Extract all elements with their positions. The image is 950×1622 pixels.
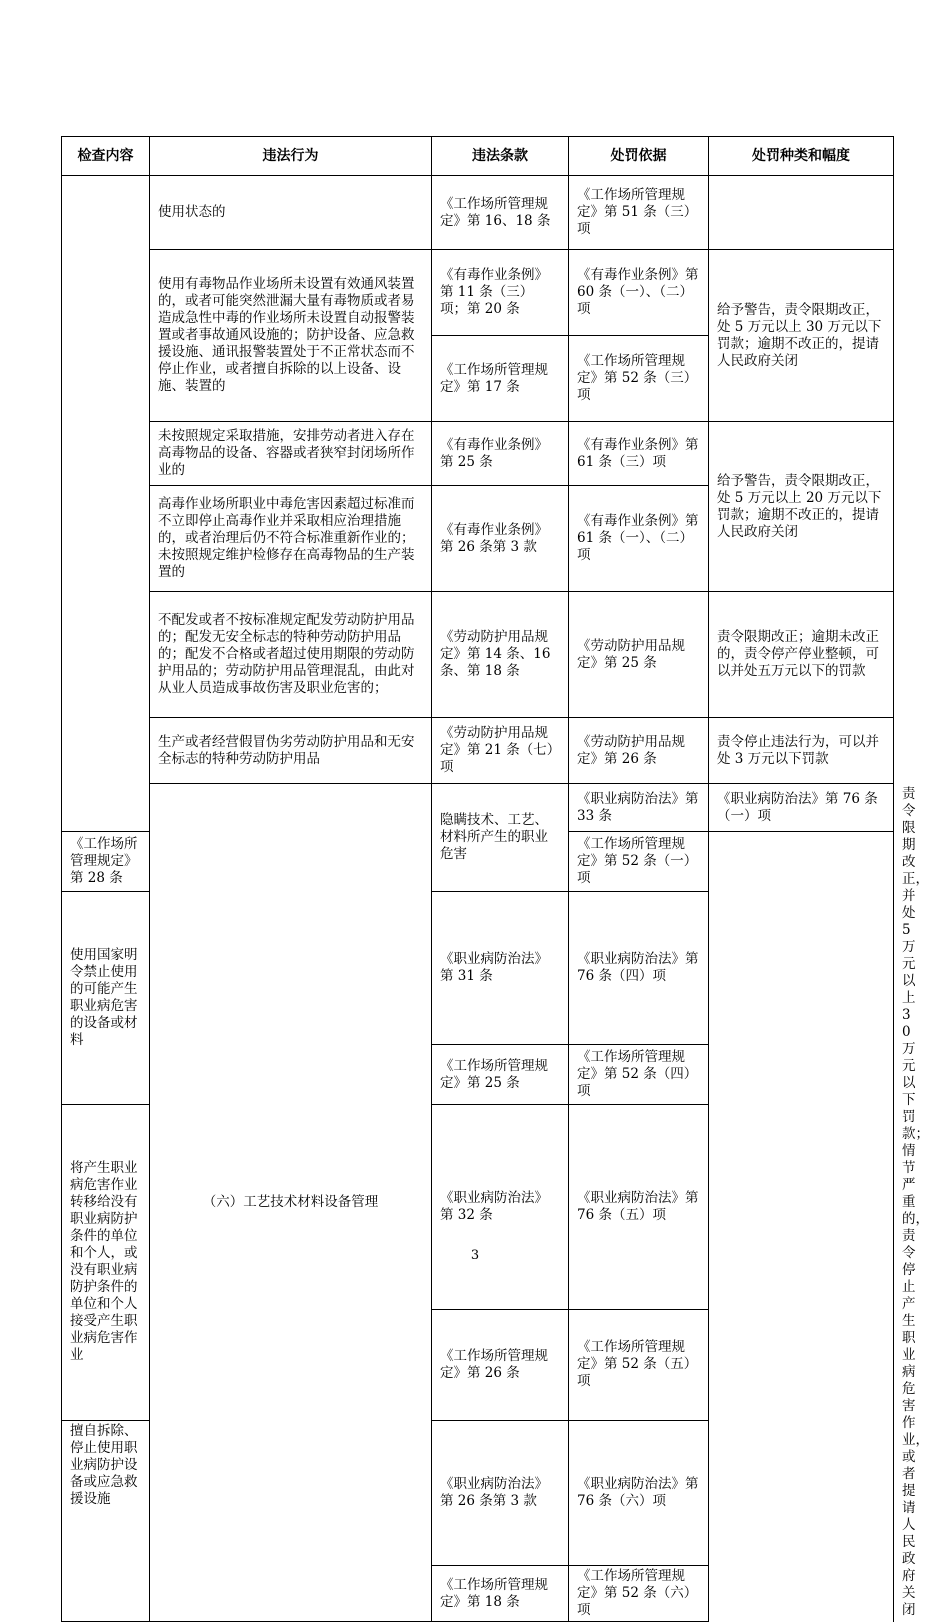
basis-cell: 《工作场所管理规定》第 52 条（一）项 — [569, 832, 709, 892]
basis-cell: 《职业病防治法》第 76 条（六）项 — [569, 1420, 709, 1565]
penalty-cell — [709, 176, 894, 250]
clause-cell: 《工作场所管理规定》第 28 条 — [62, 832, 150, 892]
header-penalty-type: 处罚种类和幅度 — [709, 137, 894, 176]
basis-cell: 《劳动防护用品规定》第 25 条 — [569, 592, 709, 718]
basis-cell: 《工作场所管理规定》第 52 条（六）项 — [569, 1566, 709, 1622]
penalty-cell: 给予警告，责令限期改正，处 5 万元以上 30 万元以下罚款；逾期不改正的，提请人民政府关闭 — [709, 250, 894, 422]
clause-cell: 《工作场所管理规定》第 18 条 — [432, 1566, 569, 1622]
page-number: 3 — [470, 1248, 480, 1263]
table-row — [62, 422, 894, 486]
basis-cell: 《职业病防治法》第 76 条（一）项 — [709, 784, 894, 832]
basis-cell: 《有毒作业条例》第 61 条（一）、（二）项 — [569, 486, 709, 592]
table-row — [62, 250, 894, 336]
violation-cell: 将产生职业病危害作业转移给没有职业病防护条件的单位和个人，或没有职业病防护条件的单位和个人接受产生职业病危害作业 — [62, 1105, 150, 1420]
clause-cell: 《职业病防治法》第 26 条第 3 款 — [432, 1420, 569, 1565]
clause-cell: 《职业病防治法》第 32 条 — [432, 1105, 569, 1310]
basis-cell: 《工作场所管理规定》第 52 条（四）项 — [569, 1045, 709, 1105]
violation-cell: 高毒作业场所职业中毒危害因素超过标准而不立即停止高毒作业并采取相应治理措施的，或者治理后仍不符合标准重新作业的；未按照规定维护检修存在高毒物品的生产装置的 — [150, 486, 432, 592]
penalty-cell: 责令限期改正；逾期未改正的，责令停产停业整顿，可以并处五万元以下的罚款 — [709, 592, 894, 718]
penalty-cell: 给予警告，责令限期改正，处 5 万元以上 20 万元以下罚款；逾期不改正的，提请人民政府关闭 — [709, 422, 894, 592]
basis-cell: 《工作场所管理规定》第 51 条（三）项 — [569, 176, 709, 250]
basis-cell: 《工作场所管理规定》第 52 条（五）项 — [569, 1310, 709, 1420]
clause-cell: 《工作场所管理规定》第 16、18 条 — [432, 176, 569, 250]
category-cell — [62, 176, 150, 832]
clause-cell: 《劳动防护用品规定》第 14 条、16 条、第 18 条 — [432, 592, 569, 718]
violation-cell: 使用状态的 — [150, 176, 432, 250]
clause-cell: 《劳动防护用品规定》第 21 条（七）项 — [432, 718, 569, 784]
basis-cell: 《工作场所管理规定》第 52 条（三）项 — [569, 336, 709, 422]
basis-cell: 《职业病防治法》第 76 条（四）项 — [569, 892, 709, 1045]
table-row — [62, 592, 894, 718]
header-penalty-basis: 处罚依据 — [569, 137, 709, 176]
clause-cell: 《有毒作业条例》第 26 条第 3 款 — [432, 486, 569, 592]
basis-cell: 《职业病防治法》第 76 条（五）项 — [569, 1105, 709, 1310]
violation-cell: 未按照规定采取措施，安排劳动者进入存在高毒物品的设备、容器或者狭窄封闭场所作业的 — [150, 422, 432, 486]
clause-cell: 《工作场所管理规定》第 25 条 — [432, 1045, 569, 1105]
clause-cell: 《工作场所管理规定》第 17 条 — [432, 336, 569, 422]
clause-cell: 《有毒作业条例》第 25 条 — [432, 422, 569, 486]
violation-cell: 使用有毒物品作业场所未设置有效通风装置的，或者可能突然泄漏大量有毒物质或者易造成急性中毒的作业场所未设置自动报警装置或者事故通风设施的；防护设备、应急救援设施、通讯报警装置处于不正常状态而不停止作业，或者擅自拆除的以上设备、设施、装置的 — [150, 250, 432, 422]
violation-cell: 隐瞒技术、工艺、材料所产生的职业危害 — [432, 784, 569, 892]
table-row — [62, 718, 894, 784]
basis-cell: 《劳动防护用品规定》第 26 条 — [569, 718, 709, 784]
basis-cell: 《有毒作业条例》第 60 条（一）、（二）项 — [569, 250, 709, 336]
table-row: （六）工艺技术材料设备管理 隐瞒技术、工艺、材料所产生的职业危害 《职业病防治法》第 33 条 《职业病防治法》第 76 条（一）项 责令限期改正，并处 5 万元以上 30 万元以下罚款；情节严重的，责令停止产生职业病危害作业，或者提请人民政府关闭 — [62, 784, 894, 832]
penalty-table — [61, 136, 929, 1622]
category-cell: （六）工艺技术材料设备管理 — [150, 784, 432, 1622]
table-header-row — [62, 137, 894, 176]
table-row — [62, 176, 894, 250]
header-inspection-content: 检查内容 — [62, 137, 150, 176]
violation-cell: 使用国家明令禁止使用的可能产生职业病危害的设备或材料 — [62, 892, 150, 1105]
clause-cell: 《有毒作业条例》第 11 条（三）项；第 20 条 — [432, 250, 569, 336]
clause-cell: 《职业病防治法》第 33 条 — [569, 784, 709, 832]
header-violated-clause: 违法条款 — [432, 137, 569, 176]
violation-cell: 擅自拆除、停止使用职业病防护设备或应急救援设施 — [62, 1420, 150, 1621]
violation-cell: 不配发或者不按标准规定配发劳动防护用品的；配发无安全标志的特种劳动防护用品的；配发不合格或者超过使用期限的劳动防护用品的；劳动防护用品管理混乱，由此对从业人员造成事故伤害及职业危害的； — [150, 592, 432, 718]
basis-cell: 《有毒作业条例》第 61 条（三）项 — [569, 422, 709, 486]
penalty-cell: 责令停止违法行为，可以并处 3 万元以下罚款 — [709, 718, 894, 784]
clause-cell: 《工作场所管理规定》第 26 条 — [432, 1310, 569, 1420]
clause-cell: 《职业病防治法》第 31 条 — [432, 892, 569, 1045]
violation-cell: 生产或者经营假冒伪劣劳动防护用品和无安全标志的特种劳动防护用品 — [150, 718, 432, 784]
header-violation: 违法行为 — [150, 137, 432, 176]
